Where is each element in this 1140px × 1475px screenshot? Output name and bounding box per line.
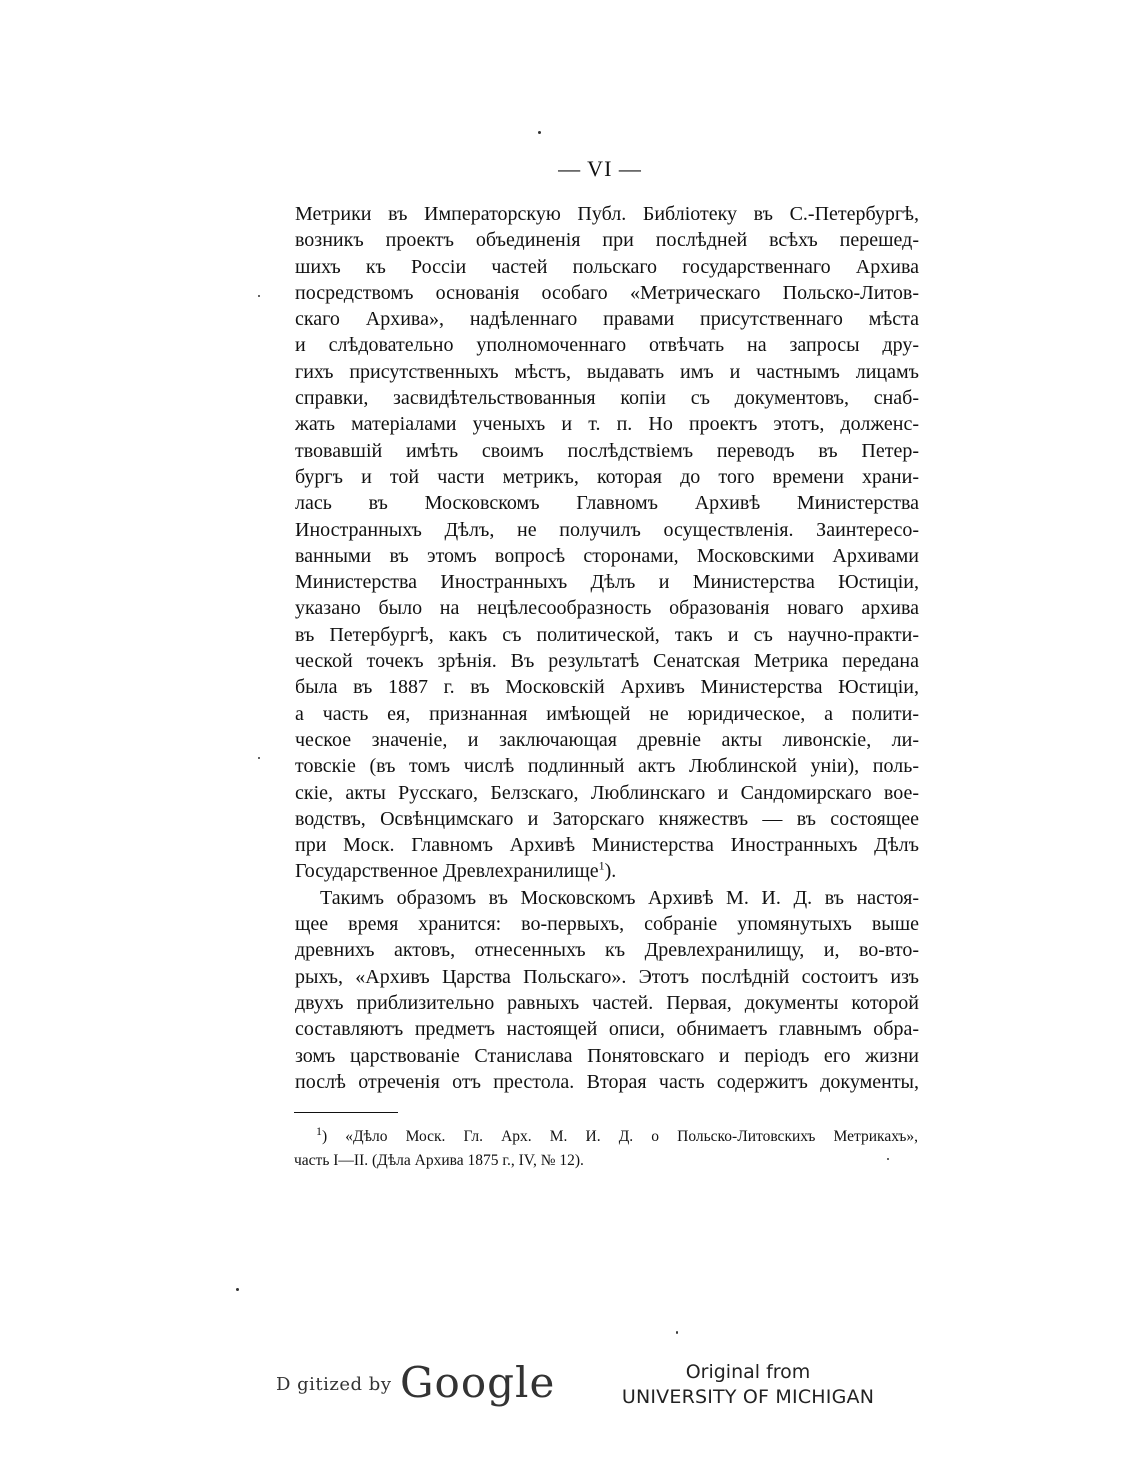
text-line: возникъ проектъ объединенія при послѣдней всѣхъ перешед- <box>295 229 919 252</box>
text-line: ческое значеніе, и заключающая древніе акты ливонскіе, ли- <box>295 728 919 751</box>
text-fragment: ). <box>604 860 617 883</box>
text-line: справки, засвидѣтельствованныя копіи съ документовъ, снаб- <box>295 387 919 410</box>
text-line: а часть ея, признанная имѣющей не юридическое, а полити- <box>295 702 919 725</box>
text-line: посредствомъ основанія особаго «Метрическаго Польско-Литов- <box>295 281 919 304</box>
text-line: щее время хранится: во-первыхъ, собраніе упомянутыхъ выше <box>295 913 919 936</box>
text-line: Иностранныхъ Дѣлъ, не получилъ осуществленія. Заинтересо- <box>295 518 919 541</box>
text-line: составляютъ предметъ настоящей описи, обнимаетъ главнымъ обра- <box>295 1018 919 1041</box>
text-line: твовавшій имѣть своимъ послѣдствіемъ переводъ въ Петер- <box>295 439 919 462</box>
footnotes <box>294 1125 918 1173</box>
scan-speck <box>258 757 260 759</box>
paragraph-2 <box>295 885 919 1095</box>
scan-speck <box>258 295 260 297</box>
footnote-line <box>294 1125 918 1149</box>
footnote-line: часть I—II. (Дѣла Архива 1875 г., IV, № 12). <box>294 1152 584 1169</box>
text-line: водствъ, Освѣнцимскаго и Заторскаго княжествъ — въ состоящее <box>295 807 919 830</box>
text-line: и слѣдовательно уполномоченнаго отвѣчать на запросы дру- <box>295 334 919 357</box>
text-line: ческой точекъ зрѣнія. Въ результатѣ Сенатская Метрика передана <box>295 650 919 673</box>
paragraph-1 <box>295 201 919 885</box>
digitized-by-label: D gitized by <box>276 1374 392 1395</box>
text-fragment: Государственное Древлехранилище <box>295 860 599 883</box>
text-line: Министерства Иностранныхъ Дѣлъ и Министерства Юстиціи, <box>295 571 919 594</box>
text-line <box>295 858 919 884</box>
digitized-by-watermark <box>276 1358 556 1408</box>
text-line: скаго Архива», надѣленнаго правами присутственнаго мѣста <box>295 308 919 331</box>
text-line: зомъ царствованіе Станислава Понятовскаго и періодъ его жизни <box>295 1044 919 1067</box>
footnote-marker: 1 <box>316 1123 322 1138</box>
text-line: при Моск. Главномъ Архивѣ Министерства Иностранныхъ Дѣлъ <box>295 834 919 857</box>
body-text <box>295 201 919 1095</box>
google-logo: Google <box>400 1358 556 1407</box>
footnote-divider <box>294 1112 398 1113</box>
text-line: гихъ присутственныхъ мѣстъ, выдавать имъ и частнымъ лицамъ <box>295 360 919 383</box>
text-line: въ Петербургѣ, какъ съ политической, такъ и съ научно-практи- <box>295 623 919 646</box>
scan-speck <box>676 1331 678 1334</box>
text-line: Такимъ образомъ въ Московскомъ Архивѣ М. И. Д. въ настоя- <box>320 886 919 909</box>
text-line: рыхъ, «Архивъ Царства Польскаго». Этотъ послѣдній состоитъ изъ <box>295 965 919 988</box>
institution-name: UNIVERSITY OF MICHIGAN <box>621 1386 875 1408</box>
text-line: ванными въ этомъ вопросѣ сторонами, Московскими Архивами <box>295 544 919 567</box>
text-line: скіе, акты Русскаго, Белзскаго, Люблинскаго и Сандомирскаго вое- <box>295 781 919 804</box>
text-line: жать матеріалами ученыхъ и т. п. Но проектъ этотъ, долженс- <box>295 413 919 436</box>
source-attribution <box>618 1360 878 1410</box>
text-line: указано было на нецѣлесообразность образованія новаго архива <box>295 597 919 620</box>
original-from-label: Original from <box>685 1361 811 1383</box>
scan-speck <box>538 131 541 134</box>
text-line: двухъ приблизительно равныхъ частей. Первая, документы которой <box>295 991 919 1014</box>
text-line: была въ 1887 г. въ Московскій Архивъ Министерства Юстиціи, <box>295 676 919 699</box>
scan-speck <box>236 1288 239 1291</box>
text-line: послѣ отреченія отъ престола. Вторая часть содержитъ документы, <box>295 1070 919 1093</box>
text-line: древнихъ актовъ, отнесенныхъ къ Древлехранилищу, и, во-вто- <box>295 939 919 962</box>
text-line: товскіе (въ томъ числѣ подлинный актъ Люблинской уніи), поль- <box>295 755 919 778</box>
text-line: лась въ Московскомъ Главномъ Архивѣ Министерства <box>295 492 919 515</box>
footnote-text: ) «Дѣло Моск. Гл. Арх. М. И. Д. о Польско-Литовскихъ Метрикахъ», <box>322 1128 918 1145</box>
text-line: шихъ къ Россіи частей польскаго государственнаго Архива <box>295 255 919 278</box>
text-line: Метрики въ Императорскую Публ. Библіотеку въ С.-Петербургѣ, <box>295 203 919 225</box>
footnote-reference[interactable]: 1 <box>598 858 605 873</box>
page-number: — VI — <box>558 156 642 181</box>
text-line: бургъ и той части метрикъ, которая до того времени храни- <box>295 465 919 488</box>
